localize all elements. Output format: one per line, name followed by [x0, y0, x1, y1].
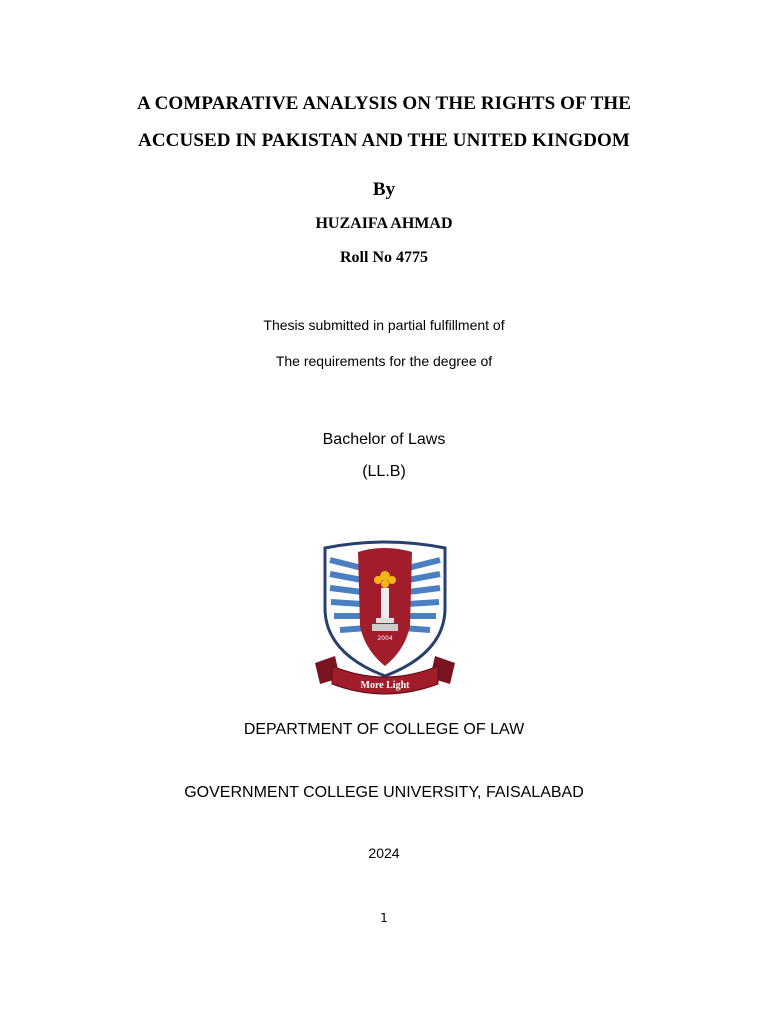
university-crest-icon	[310, 538, 460, 698]
crest-year: 2004	[377, 635, 393, 642]
crest-motto: More Light	[360, 680, 410, 691]
roll-number: Roll No 4775	[340, 249, 428, 266]
page-number: 1	[380, 911, 388, 925]
author-name: HUZAIFA AHMAD	[315, 215, 453, 232]
degree-abbreviation: (LL.B)	[362, 463, 406, 480]
thesis-statement-line-1: Thesis submitted in partial fulfillment of	[263, 317, 505, 333]
thesis-title-line-1: A COMPARATIVE ANALYSIS ON THE RIGHTS OF THE	[136, 93, 631, 114]
thesis-statement-line-2: The requirements for the degree of	[275, 353, 493, 369]
submission-year: 2024	[368, 845, 400, 861]
department-name: DEPARTMENT OF COLLEGE OF LAW	[243, 721, 525, 738]
degree-name: Bachelor of Laws	[322, 431, 446, 448]
university-name: GOVERNMENT COLLEGE UNIVERSITY, FAISALABAD	[184, 784, 584, 801]
thesis-title-line-2: ACCUSED IN PAKISTAN AND THE UNITED KINGDOM	[138, 130, 630, 151]
by-label: By	[372, 179, 396, 200]
